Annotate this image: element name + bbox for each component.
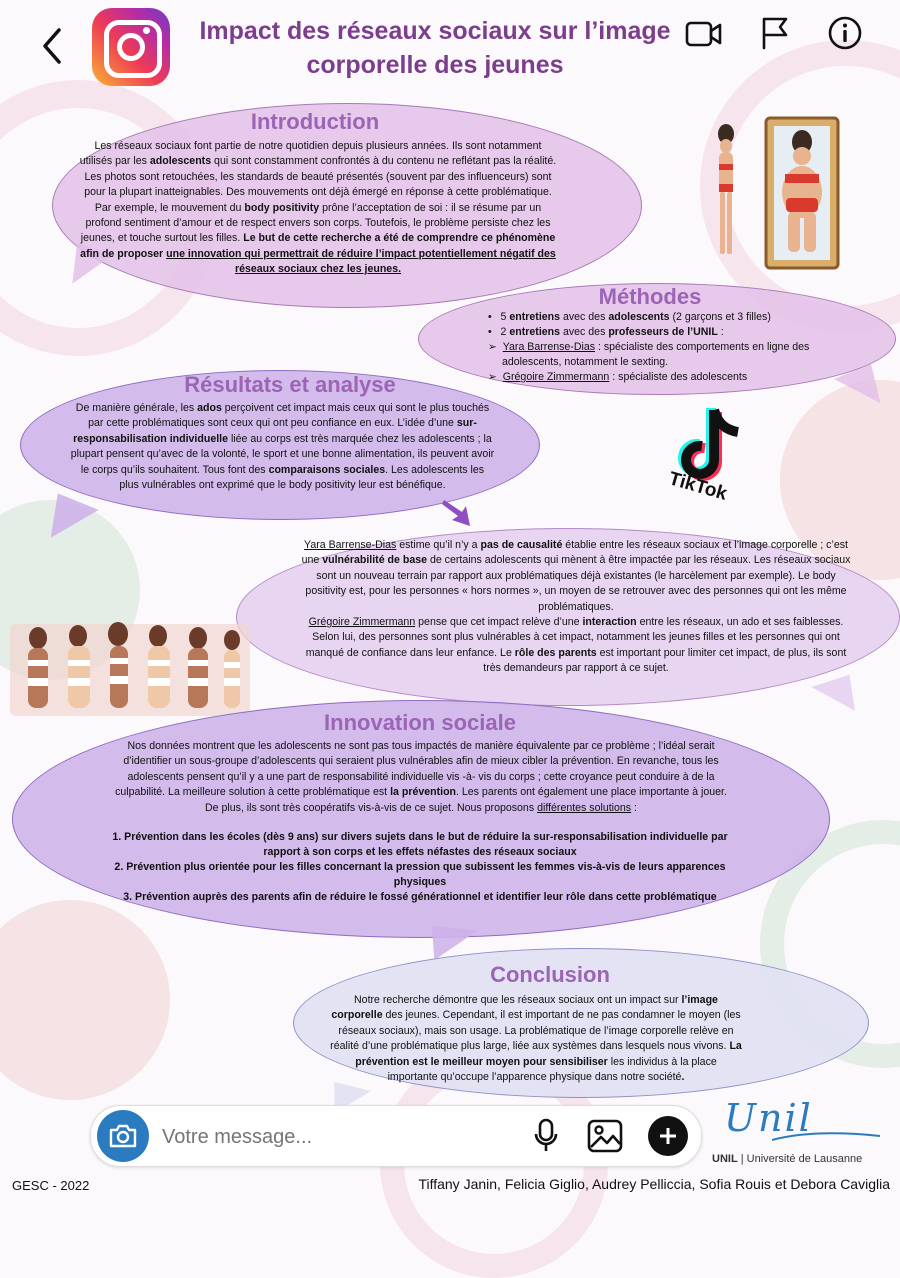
add-icon xyxy=(657,1125,679,1147)
add-button[interactable] xyxy=(648,1116,688,1156)
tiktok-logo-icon xyxy=(660,402,770,514)
conclusion-title: Conclusion xyxy=(490,962,610,987)
image-button[interactable] xyxy=(585,1116,625,1156)
innovation-text: Nos données montrent que les adolescents ne sont pas tous impactés de manière équivalente par ce problème ; l’idéal serait d’identifier un sous-groupe d’adolescents qui seraient plus vulnérables afin de mieux cibler la prévention. En revanche, tous les adolescents pensent qu’il y a une part de responsabilité individuelle vis -à- vis du corps ; cette croyance peut conduire à de la culpabilité. La meilleure solution à cette problématique est la prévention. Les parents ont également une place importante à jouer. De plus, ils sont très coopératifs vis-à-vis de ce sujet. Nous proposons différentes solutions : xyxy=(115,740,727,814)
analyse-text: Yara Barrense-Dias estime qu’il n’y a pas de causalité établie entre les réseaux sociaux et l’image corporelle ; c’est une vulnérabilité de base de certains adolescents qui mènent à être impactée par les réseaux. Les réseaux sociaux sont un nouveau terrain par rapport aux problématiques déjà existantes (le harcèlement par exemple). Le body positivity est, pour les personnes « hors normes », un moyen de se retrouver avec des personnes qui ont les même problématiques. Grégoire Zimmermann pense que cet impact relève d’une interaction entre les réseaux, un ado et ses faiblesses. Selon lui, des personnes sont plus vulnérables à cet impact, notamment les jeunes filles et les personnes qui ont manqué de confiance dans leur enfance. Le rôle des parents est important pour limiter cet impact, de plus, ils sont très demandeurs par rapport à ce sujet. xyxy=(301,539,851,675)
footer-left: GESC - 2022 xyxy=(12,1178,90,1193)
info-icon xyxy=(827,15,863,51)
info-button[interactable] xyxy=(826,14,864,52)
video-camera-icon xyxy=(685,19,723,49)
title-line-2: corporelle des jeunes xyxy=(306,51,564,79)
innovation-title: Innovation sociale xyxy=(324,710,516,735)
methodes-item: • 5 entretiens avec des adolescents (2 garçons et 3 filles) xyxy=(488,311,771,323)
methodes-title: Méthodes xyxy=(598,284,702,309)
solution-item: 3. Prévention auprès des parents afin de réduire le fossé générationnel et identifier leur rôle dans cette problématique xyxy=(123,891,717,903)
title-line-1: Impact des réseaux sociaux sur l’image xyxy=(199,17,671,45)
microphone-button[interactable] xyxy=(528,1116,564,1156)
unil-logo-swoosh xyxy=(772,1130,882,1144)
flag-icon xyxy=(760,16,792,50)
women-group-illustration xyxy=(10,616,250,716)
arrow-icon xyxy=(440,496,474,535)
back-button[interactable] xyxy=(34,26,70,66)
footer-authors: Tiffany Janin, Felicia Giglio, Audrey Pelliccia, Sofia Rouis et Debora Caviglia xyxy=(418,1176,890,1192)
methodes-item: ➢ Grégoire Zimmermann : spécialiste des adolescents xyxy=(488,371,748,383)
resultats-title: Résultats et analyse xyxy=(184,372,396,397)
instagram-logo-icon xyxy=(92,8,170,86)
message-input[interactable] xyxy=(160,1118,504,1156)
solution-item: 2. Prévention plus orientée pour les filles concernant la pression que subissent les femmes vis-à-vis de leurs apparences physiques xyxy=(114,861,726,888)
camera-button[interactable] xyxy=(97,1110,149,1162)
mirror-illustration xyxy=(700,112,850,272)
image-icon xyxy=(587,1119,623,1153)
unil-logo-script: Unil xyxy=(724,1096,813,1140)
back-arrow-icon xyxy=(41,28,63,64)
methodes-item: • 2 entretiens avec des professeurs de l’UNIL : xyxy=(488,326,724,338)
video-call-button[interactable] xyxy=(684,16,724,52)
introduction-text: Les réseaux sociaux font partie de notre quotidien depuis plusieurs années. Ils sont notamment utilisés par les adolescents qui sont constamment confrontés à du contenu ne reflétant pas la réalité. Les photos sont retouchées, les standards de beauté présentés (souvent par des influenceurs) sont pour la plupart inatteignables. Des mouvements ont déjà émergé en réponse à cette problématique. Par exemple, le mouvement du body positivity prône l’acceptation de soi : il se résume par un profond sentiment d’amour et de respect envers son corps. Toutefois, le problème persiste chez les jeunes, et touche surtout les filles. Le but de cette recherche a été de comprendre ce phénomène afin de proposer une innovation qui permettrait de réduire l’impact potentiellement négatif des réseaux sociaux chez les jeunes. xyxy=(79,140,557,276)
solution-item: 1. Prévention dans les écoles (dès 9 ans) sur divers sujets dans le but de réduire la sur-responsabilisation individuelle par rapport à son corps et les effets néfastes des réseaux sociaux xyxy=(112,831,728,858)
unil-logo xyxy=(712,1096,892,1170)
tiktok-label: TikTok xyxy=(666,468,730,505)
solutions-list xyxy=(100,830,740,905)
analyse-bubble-tail xyxy=(811,675,860,722)
introduction-title: Introduction xyxy=(250,109,380,134)
methodes-list xyxy=(488,310,818,385)
unil-caption: UNIL | Université de Lausanne xyxy=(712,1153,863,1165)
camera-icon xyxy=(108,1124,138,1148)
resultats-bubble-tail xyxy=(41,493,98,550)
methodes-item: ➢ Yara Barrense-Dias : spécialiste des comportements en ligne des adolescents, notamment le sexting. xyxy=(488,341,810,368)
flag-button[interactable] xyxy=(758,14,794,52)
microphone-icon xyxy=(533,1118,559,1154)
resultats-text: De manière générale, les ados perçoivent cet impact mais ceux qui sont le plus touchés par cette problématiques sont ceux qui ont peu confiance en eux. L’idée d’une sur-responsabilisation individuelle liée au corps est très marquée chez les adolescents ; la plupart pensent qu’avec de la volonté, le sport et une bonne alimentation, ils peuvent avoir le corps qu’ils souhaitent. Tous font des comparaisons sociales. Les adolescents les plus vulnérables ont exprimé que le body positivity leur est bénéfique. xyxy=(70,402,495,492)
page-title xyxy=(195,14,675,82)
conclusion-text: Notre recherche démontre que les réseaux sociaux ont un impact sur l’image corporelle des jeunes. Cependant, il est important de ne pas condamner le moyen (les réseaux sociaux), mais son usage. La problématique de l’image corporelle relève en réalité d’une problématique plus large, liée aux systèmes dans lesquels nous vivons. La prévention est le meilleur moyen pour sensibiliser les individus à la place importante qu’occupe l’apparence physique dans notre société. xyxy=(330,994,742,1084)
